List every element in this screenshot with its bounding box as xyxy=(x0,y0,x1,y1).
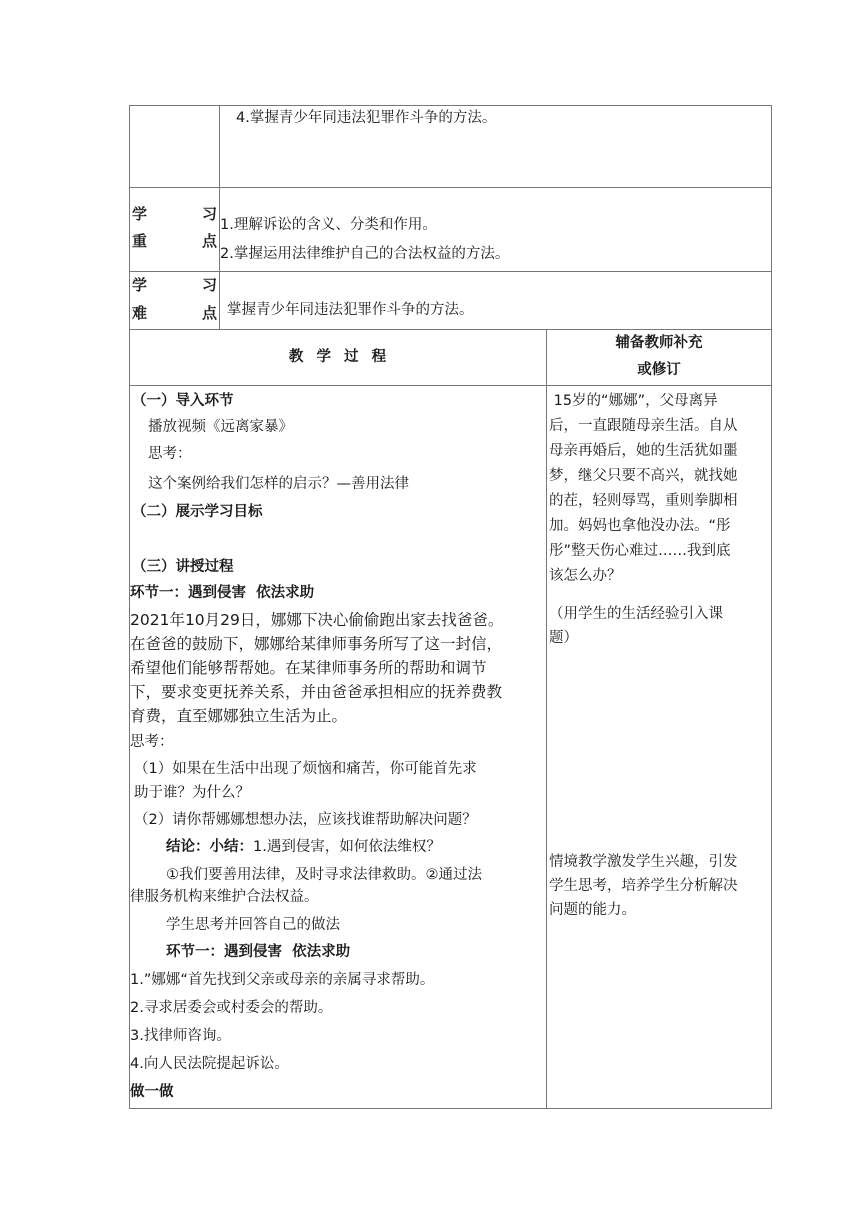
conclusion-label: 结论：小结： xyxy=(166,839,253,855)
do-it-label: 做一做 xyxy=(130,1084,174,1100)
note2-line3: 问题的能力。 xyxy=(549,902,636,918)
link1-title: 环节一：遇到侵害 依法求助 xyxy=(130,585,315,601)
difficult-label-1: 学 xyxy=(132,276,148,294)
key-points-label-3: 重 xyxy=(132,232,148,250)
case-line-1: 2021年10月29日，娜娜下决心偷偷跑出家去找爸爸。 xyxy=(130,611,504,629)
story-line-4: 梦，继父只要不高兴，就找她 xyxy=(549,468,738,484)
difficult-label-3: 难 xyxy=(132,304,148,322)
column-divider xyxy=(546,386,547,1108)
story-line-5: 的茬，轻则辱骂，重则拳脚相 xyxy=(549,493,738,509)
process-body-row xyxy=(129,385,772,1109)
answer-line2: 律服务机构来维护合法权益。 xyxy=(130,889,319,905)
section-teaching-title: （三）讲授过程 xyxy=(132,559,234,575)
story-line-6: 加。妈妈也拿他没办法。“彤 xyxy=(549,518,731,534)
question-2: （2）请你帮娜娜想想办法，应该找谁帮助解决问题？ xyxy=(134,812,477,828)
note2-line1: 情境教学激发学生兴趣，引发 xyxy=(549,854,738,870)
objective-item-4: 4.掌握青少年同违法犯罪作斗争的方法。 xyxy=(236,110,497,126)
link1-title-repeat: 环节一：遇到侵害 依法求助 xyxy=(166,944,351,960)
note1-line2: 题） xyxy=(549,630,578,646)
story-line-8: 该怎么办？ xyxy=(549,568,622,584)
method-1: 1.”娜娜“首先找到父亲或母亲的亲属寻求帮助。 xyxy=(130,972,435,988)
intro-video: 播放视频《远离家暴》 xyxy=(148,419,293,435)
story-line-2: 后，一直跟随母亲生活。自从 xyxy=(549,418,738,434)
case-line-3: 希望他们能够帮帮她。在某律师事务所的帮助和调节 xyxy=(130,659,487,677)
student-activity: 学生思考并回答自己的做法 xyxy=(166,917,340,933)
difficult-points-row xyxy=(129,271,772,330)
supplement-header-line1: 辅备教师补充 xyxy=(615,335,703,351)
difficult-label-4: 点 xyxy=(202,304,218,322)
key-points-label-2: 习 xyxy=(202,205,218,223)
key-points-row xyxy=(129,187,772,272)
key-points-label-1: 学 xyxy=(132,205,148,223)
objective-row xyxy=(129,105,772,188)
process-header: 教 学 过 程 xyxy=(288,349,388,365)
story-line-1: 15岁的“娜娜”，父母离异 xyxy=(549,393,718,409)
process-header-row xyxy=(129,329,772,386)
column-divider xyxy=(219,272,220,329)
intro-think: 思考： xyxy=(148,446,192,462)
question-1-line2: 助于谁？为什么？ xyxy=(134,785,250,801)
case-line-5: 育费，直至娜娜独立生活为止。 xyxy=(130,707,348,725)
story-line-7: 彤”整天伤心难过……我到底 xyxy=(549,543,731,559)
method-3: 3.找律师咨询。 xyxy=(130,1028,231,1044)
note1-line1: （用学生的生活经验引入课 xyxy=(549,606,723,622)
method-2: 2.寻求居委会或村委会的帮助。 xyxy=(130,1000,333,1016)
section-intro-title: （一）导入环节 xyxy=(132,393,234,409)
case-line-2: 在爸爸的鼓励下，娜娜给某律师事务所写了这一封信， xyxy=(130,635,503,653)
section-objectives-title: （二）展示学习目标 xyxy=(132,504,263,520)
think-label: 思考： xyxy=(130,734,174,750)
supplement-header-line2: 或修订 xyxy=(637,362,681,378)
intro-question: 这个案例给我们怎样的启示？—善用法律 xyxy=(148,476,409,492)
key-points-label-4: 点 xyxy=(202,232,218,250)
column-divider xyxy=(219,106,220,187)
key-point-2: 2.掌握运用法律维护自己的合法权益的方法。 xyxy=(220,246,510,262)
method-4: 4.向人民法院提起诉讼。 xyxy=(130,1056,289,1072)
conclusion-text: 1.遇到侵害，如何依法维权？ xyxy=(253,839,441,855)
conclusion xyxy=(166,835,441,859)
key-point-1: 1.理解诉讼的含义、分类和作用。 xyxy=(220,217,437,233)
difficult-point: 掌握青少年同违法犯罪作斗争的方法。 xyxy=(227,302,474,318)
story-line-3: 母亲再婚后，她的生活犹如噩 xyxy=(549,443,738,459)
case-line-4: 下，要求变更抚养关系，并由爸爸承担相应的抚养费教 xyxy=(130,683,503,701)
note2-line2: 学生思考，培养学生分析解决 xyxy=(549,878,738,894)
answer-line1: ①我们要善用法律，及时寻求法律救助。②通过法 xyxy=(166,867,482,883)
question-1-line1: （1）如果在生活中出现了烦恼和痛苦，你可能首先求 xyxy=(134,761,477,777)
difficult-label-2: 习 xyxy=(202,276,218,294)
